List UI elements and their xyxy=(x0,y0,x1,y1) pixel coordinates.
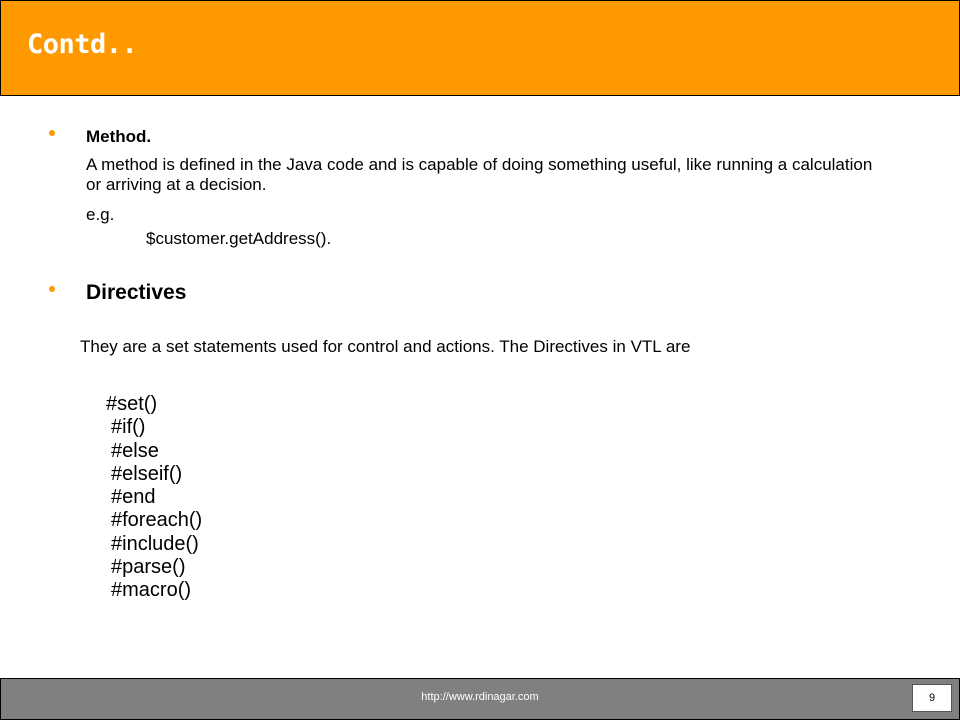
directive-item: #foreach() xyxy=(111,509,203,532)
directive-item: #parse() xyxy=(111,556,186,579)
directive-item: #set() xyxy=(106,393,158,415)
slide-footer xyxy=(0,678,960,720)
method-heading: Method. xyxy=(86,127,152,146)
directive-item: #end xyxy=(111,486,156,509)
directives-heading: Directives xyxy=(86,281,187,304)
directive-item: #elseif() xyxy=(111,462,183,485)
bullet-method xyxy=(49,130,55,136)
directive-item: #else xyxy=(111,439,159,462)
slide-title: Contd.. xyxy=(27,29,138,60)
method-example: $customer.getAddress(). xyxy=(146,229,332,248)
page-number: 9 xyxy=(912,684,952,712)
directive-item: #if() xyxy=(111,416,146,439)
bullet-directives xyxy=(49,286,55,292)
directives-description: They are a set statements used for control and actions. The Directives in VTL are xyxy=(80,337,691,356)
footer-url: http://www.rdinagar.com xyxy=(421,691,539,703)
method-description: A method is defined in the Java code and is capable of doing something useful, like running a calculation or arriving at a decision. xyxy=(86,155,873,194)
directive-item: #macro() xyxy=(111,579,192,602)
directive-list xyxy=(106,393,202,603)
directive-item: #include() xyxy=(111,532,199,555)
eg-label: e.g. xyxy=(86,205,115,224)
slide-header xyxy=(0,0,960,96)
